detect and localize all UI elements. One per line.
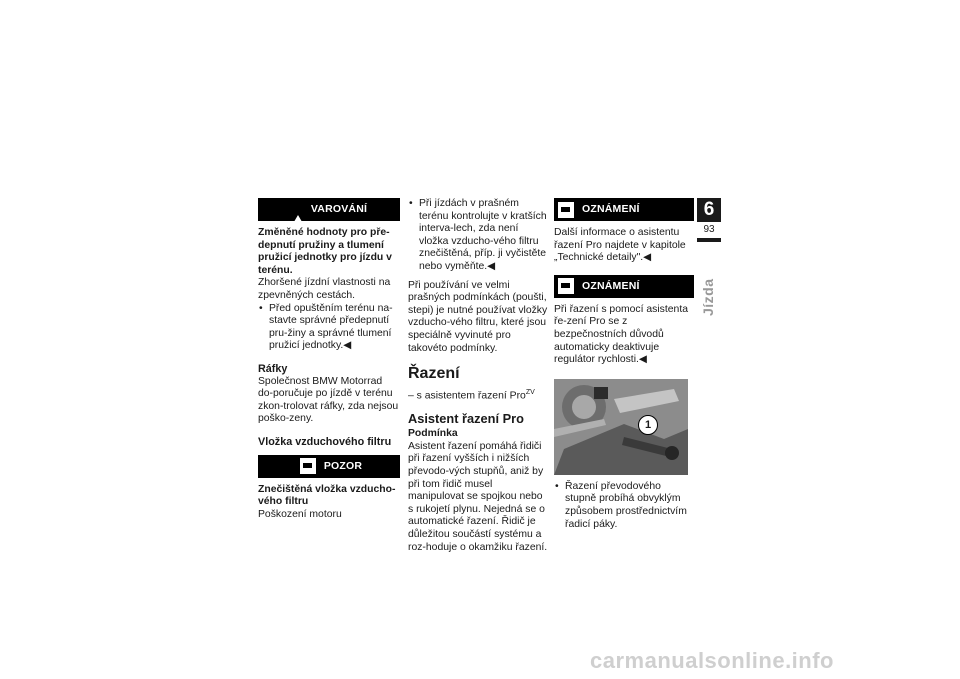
watermark: carmanualsonline.info [590, 648, 834, 673]
hand-icon [558, 278, 574, 294]
assist-text: Asistent řazení pomáhá řidiči při řazení vyšších i nižších převodo-vých stupňů, aniž by při tom řidič musel manipulovat se spojkou nebo s rukojetí plynu. Nejedná se o automatické řazení. Řidič je důležitou součástí systému a roz-hoduje o okamžiku řazení. [408, 440, 548, 553]
filter-heading: Vložka vzduchového filtru [258, 435, 392, 448]
notice-bar-1 [554, 198, 694, 221]
option-line [408, 387, 548, 403]
notice-text-2: Při řazení s pomocí asistenta ře-zení Pro se z bezpečnostních důvodů automaticky deaktivuje regulátor rychlosti.◀ [554, 303, 688, 366]
column-right [554, 198, 694, 531]
warning-list [258, 303, 400, 353]
page-number: 93 [697, 222, 721, 238]
warning-text: Zhoršené jízdní vlastnosti na zpevněných cestách. [258, 277, 391, 301]
filter-bullet: • Při jízdách v prašném terénu kontrolujte v kratších interva-lech, zda není vložka vzducho-vého filtru znečištěná, příp. ji vyčistěte nebo vyměňte.◀ [408, 198, 548, 274]
column-left [258, 198, 400, 521]
filter-list [408, 198, 548, 274]
gear-lever-illustration [554, 379, 688, 475]
caution-text: Poškození motoru [258, 508, 342, 520]
warning-triangle-icon [291, 203, 305, 216]
notice-text-1: Další informace o asistentu řazení Pro najdete v kapitole „Technické detaily".◀ [554, 227, 686, 264]
hand-icon [300, 458, 316, 474]
photo-list [554, 481, 694, 531]
chapter-tab [697, 198, 721, 242]
warning-bar [258, 198, 400, 221]
hand-icon [558, 202, 574, 218]
rims-text: Společnost BMW Motorrad do-poručuje po jízdě v terénu zkon-trolovat ráfky, zda nejsou poško-zeny. [258, 375, 399, 425]
warning-title: Změněné hodnoty pro pře-depnutí pružiny a tlumení pružicí jednotky pro jízdu v terénu. [258, 227, 392, 276]
option-sup: ZV [525, 389, 535, 397]
column-middle [408, 198, 548, 554]
warning-bullet: • Před opuštěním terénu na-stavte správné předepnutí pru-žiny a správné tlumení pružicí jednotky.◀ [258, 303, 400, 353]
sub-heading: Asistent řazení Pro [408, 411, 524, 427]
caution-bar [258, 455, 400, 478]
warning-label: VAROVÁNÍ [310, 203, 368, 216]
caution-title: Znečištěná vložka vzducho-vého filtru [258, 483, 396, 508]
notice-label-1: OZNÁMENÍ [582, 203, 640, 216]
section-heading: Řazení [408, 365, 460, 383]
dust-text: Při používání ve velmi prašných podmínkách (poušti, stepi) je nutné používat vložky vzducho-vého filtru, které jsou speciálně vyvinuté pro takovéto podmínky. [408, 279, 548, 354]
chapter-side-label: Jízda [700, 278, 716, 316]
gear-lever-photo [554, 379, 688, 475]
notice-label-2: OZNÁMENÍ [582, 279, 640, 292]
caution-label: POZOR [323, 459, 363, 472]
chapter-number: 6 [703, 199, 715, 220]
callout-marker [638, 415, 658, 435]
option-text: – s asistentem řazení Pro [408, 390, 526, 402]
photo-bullet: • Řazení převodového stupně probíhá obvyklým způsobem prostřednictvím řadicí páky. [554, 481, 694, 531]
notice-bar-2 [554, 275, 694, 298]
rims-heading: Ráfky [258, 362, 288, 375]
condition-heading: Podmínka [408, 428, 458, 440]
callout-number: 1 [644, 418, 652, 431]
